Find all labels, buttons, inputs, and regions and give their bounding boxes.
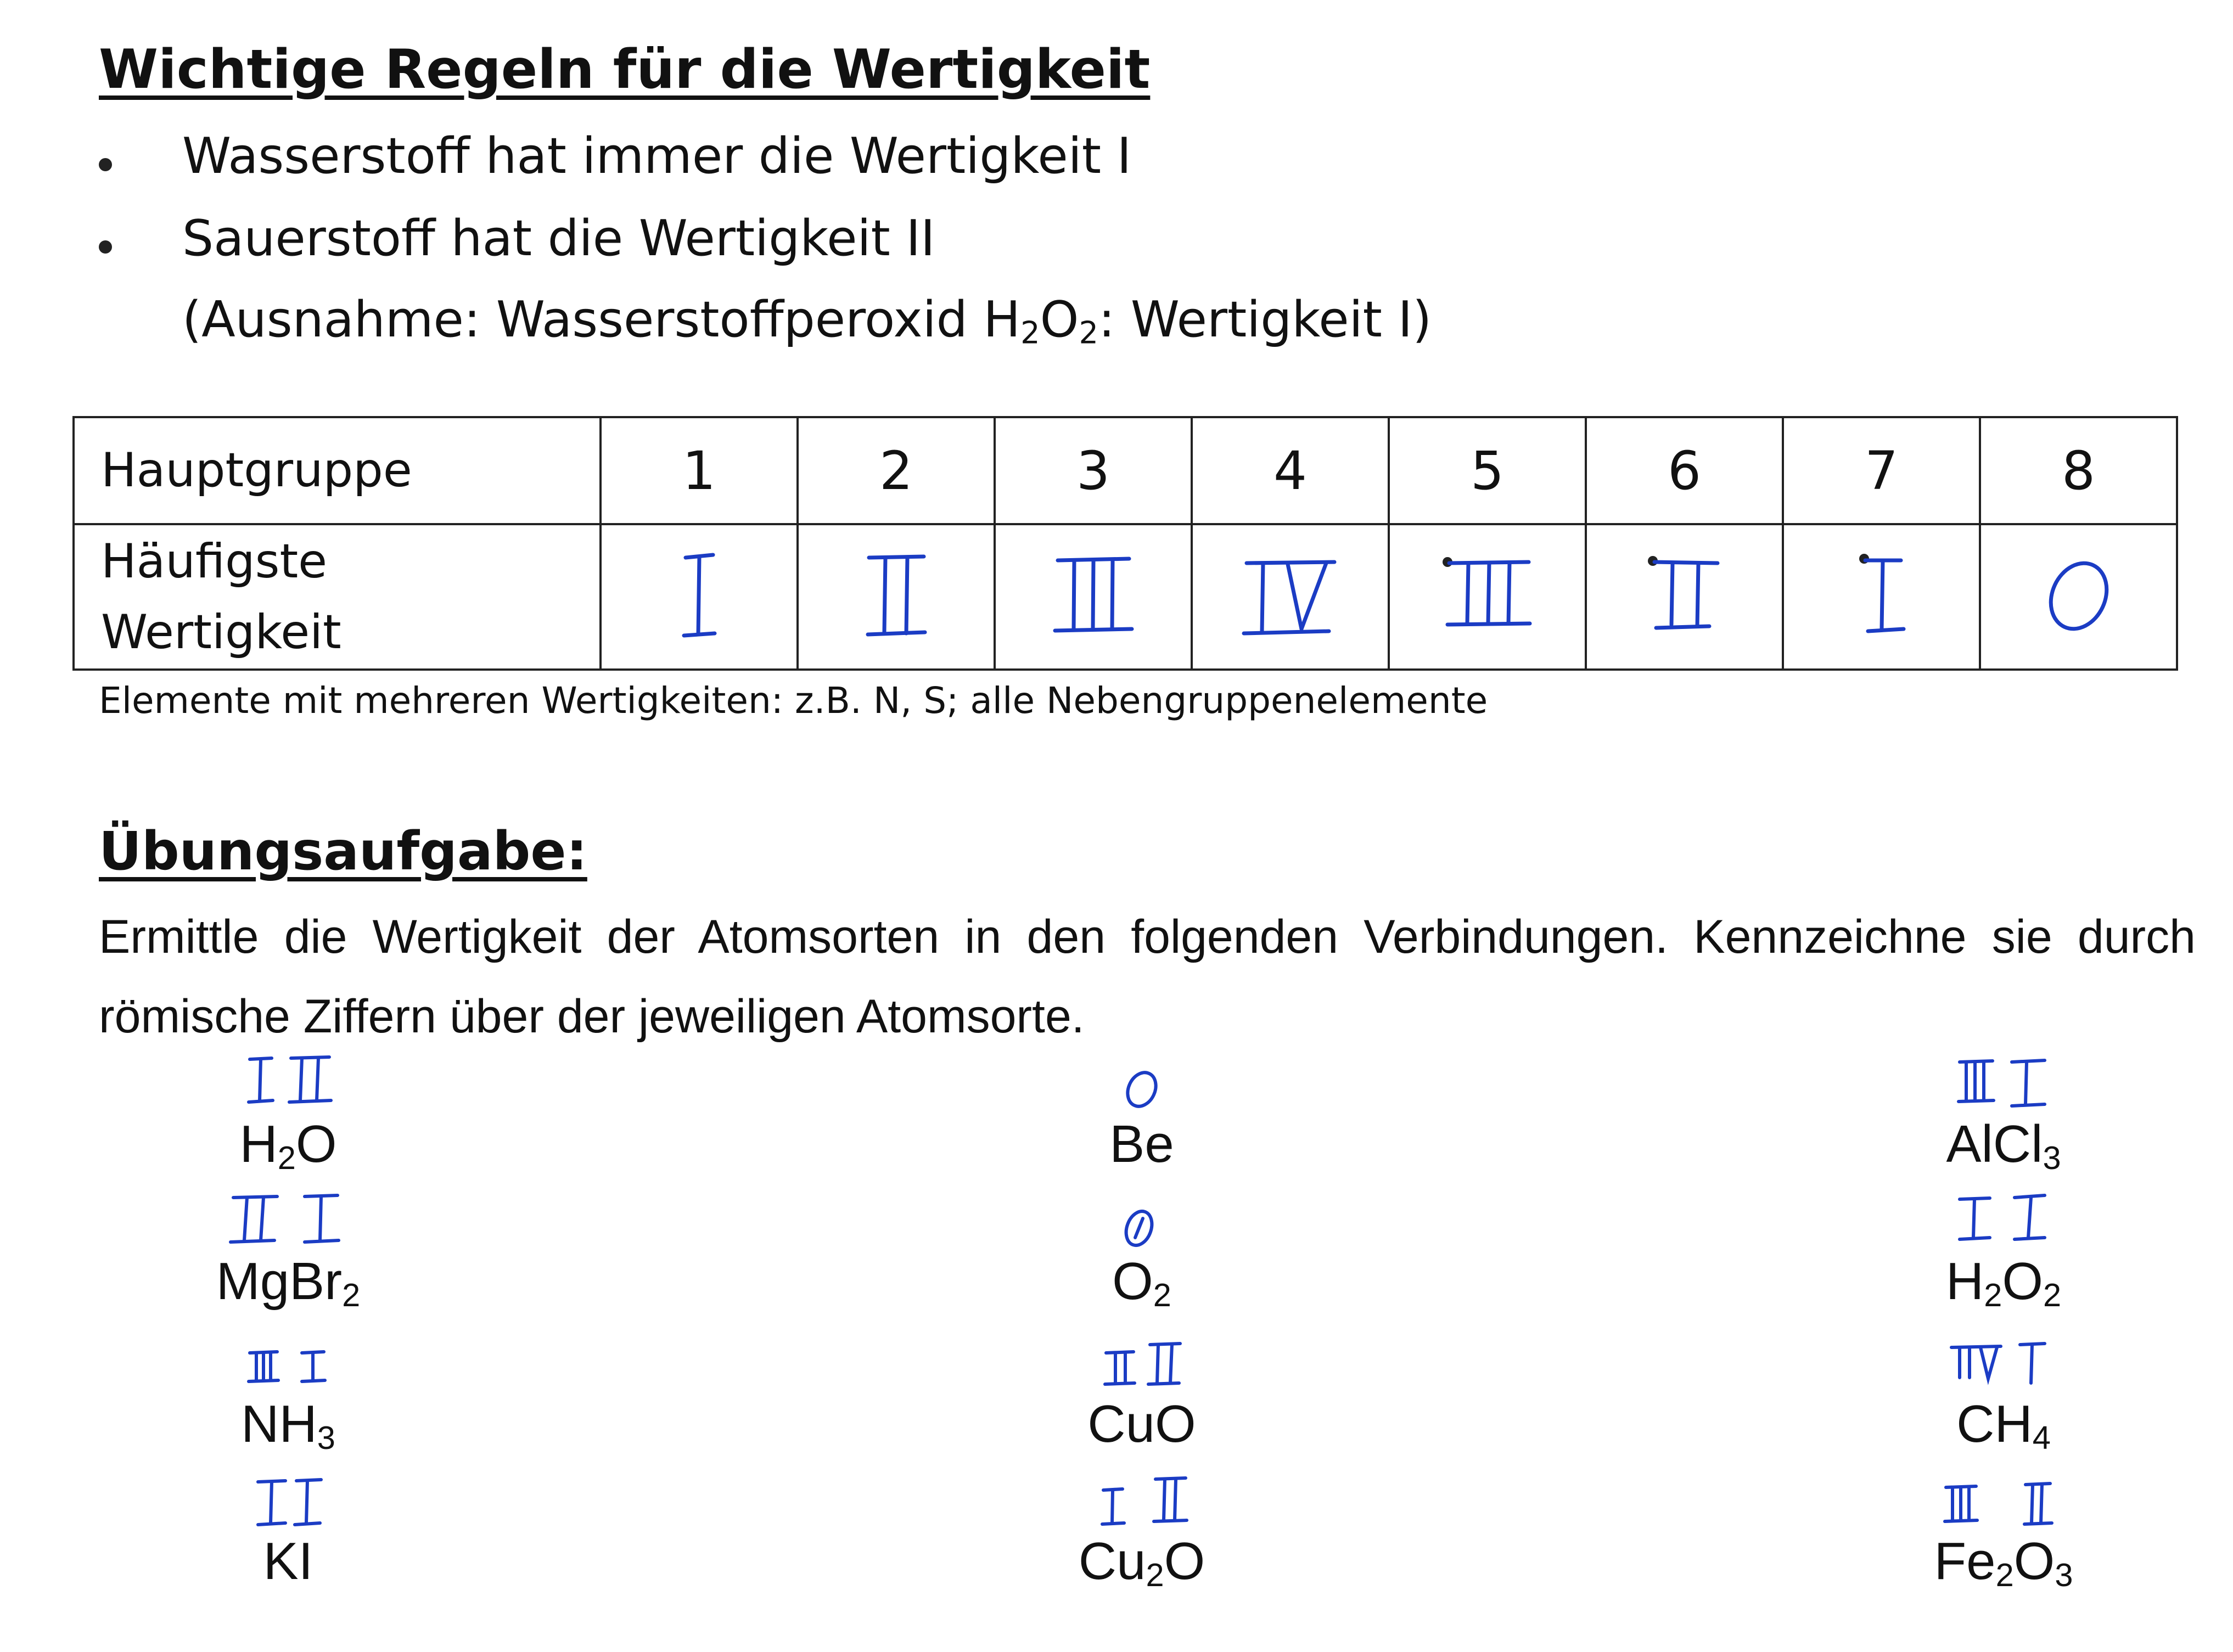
handwritten-numeral-IV	[1236, 541, 1345, 651]
exception-sub: 2	[1020, 315, 1040, 351]
table-row	[74, 524, 2177, 670]
group-number: 1	[601, 417, 798, 524]
note-multiple-valences: Elemente mit mehreren Wertigkeiten: z.B. N, S; alle Nebengruppenelemente	[99, 679, 1488, 722]
handwritten-valence-6	[1586, 524, 1783, 670]
exception-mid: O	[1040, 291, 1079, 349]
row-label-line: Häufigste	[101, 533, 328, 589]
handwritten-numeral-III	[1435, 541, 1540, 651]
compound-mgbr2	[124, 1185, 453, 1312]
formula-subscript: 2	[1146, 1557, 1164, 1594]
compound-h2o	[124, 1048, 453, 1175]
compound-ch4	[1839, 1328, 2168, 1457]
handwritten-numeral-II	[1641, 541, 1729, 651]
rule-hydrogen: Wasserstoff hat immer die Wertigkeit I	[182, 127, 1132, 185]
handwritten-annotation	[977, 1465, 1306, 1531]
rule-oxygen: Sauerstoff hat die Wertigkeit II	[182, 210, 935, 267]
handwritten-annotation	[1839, 1465, 2168, 1531]
group-number: 7	[1783, 417, 1980, 524]
formula-text: CuO	[1087, 1395, 1196, 1453]
formula-subscript: 2	[277, 1139, 296, 1177]
handwritten-annotation	[1839, 1328, 2168, 1394]
group-number: 5	[1389, 417, 1586, 524]
compound-alcl3	[1839, 1048, 2168, 1175]
handwritten-annotation	[977, 1185, 1306, 1251]
formula-subscript: 3	[2055, 1557, 2073, 1594]
handwritten-numeral-I	[1849, 541, 1915, 651]
formula-subscript: 4	[2032, 1419, 2051, 1457]
formula-text: O	[2013, 1532, 2055, 1591]
group-number: 4	[1192, 417, 1389, 524]
formula-text: Cu	[1078, 1532, 1146, 1591]
formula-subscript: 2	[1984, 1277, 2002, 1314]
page-title: Wichtige Regeln für die Wertigkeit	[99, 38, 1151, 101]
formula-subscript: 3	[317, 1419, 335, 1457]
bullet-icon	[99, 158, 112, 171]
compound-cu2o	[977, 1465, 1306, 1592]
compound-nh3	[124, 1328, 453, 1457]
handwritten-annotation	[977, 1328, 1306, 1394]
formula-subscript: 3	[2043, 1139, 2061, 1177]
valence-table	[72, 416, 2178, 671]
formula-subscript: 2	[342, 1277, 361, 1314]
handwritten-numeral-II	[852, 541, 940, 651]
handwritten-annotation	[1839, 1048, 2168, 1114]
handwritten-valence-1	[601, 524, 798, 670]
compound-be	[977, 1048, 1306, 1175]
row-label-hauptgruppe: Hauptgruppe	[74, 417, 601, 524]
exception-prefix: (Ausnahme: Wasserstoffperoxid H	[182, 291, 1021, 349]
compound-o2	[977, 1185, 1306, 1312]
handwritten-valence-4	[1192, 524, 1389, 670]
group-number: 3	[995, 417, 1192, 524]
row-label-wertigkeit	[74, 524, 601, 670]
compound-cuo	[977, 1328, 1306, 1454]
formula-text: H	[239, 1115, 278, 1173]
group-number: 8	[1980, 417, 2177, 524]
table-row	[74, 417, 2177, 524]
formula-text: Fe	[1934, 1532, 1996, 1591]
handwritten-valence-3	[995, 524, 1192, 670]
handwritten-numeral-0	[2035, 541, 2123, 651]
handwritten-annotation	[977, 1048, 1306, 1114]
formula-subscript: 2	[1995, 1557, 2014, 1594]
handwritten-annotation	[124, 1328, 453, 1394]
formula-text: MgBr	[216, 1252, 343, 1311]
handwritten-valence-8	[1980, 524, 2177, 670]
compound-fe2o3	[1839, 1465, 2168, 1592]
formula-text: O	[1164, 1532, 1205, 1591]
handwritten-valence-7	[1783, 524, 1980, 670]
exercise-title: Übungsaufgabe:	[99, 821, 587, 882]
rule-exception	[182, 291, 1432, 349]
formula-subscript: 2	[2043, 1277, 2062, 1314]
bullet-icon	[99, 240, 112, 254]
compound-ki	[124, 1465, 453, 1592]
formula-text: H	[1945, 1252, 1984, 1311]
exercise-instruction: Ermittle die Wertigkeit der Atomsorten in den folgenden Verbindungen. Kennzeichne sie durch römische Ziffern über der jeweiligen Atomsorte.	[99, 911, 2196, 1043]
row-label-line: Wertigkeit	[101, 604, 341, 660]
formula-text: CH	[1956, 1395, 2033, 1453]
handwritten-annotation	[124, 1185, 453, 1251]
handwritten-numeral-I	[666, 541, 732, 651]
formula-text: KI	[263, 1532, 313, 1591]
handwritten-annotation	[1839, 1185, 2168, 1251]
formula-text: O	[295, 1115, 337, 1173]
formula-text: Be	[1109, 1115, 1174, 1173]
formula-text: NH	[241, 1395, 317, 1453]
group-number: 2	[798, 417, 995, 524]
handwritten-annotation	[124, 1048, 453, 1114]
handwritten-numeral-III	[1044, 541, 1143, 651]
handwritten-valence-5	[1389, 524, 1586, 670]
exception-suffix: : Wertigkeit I)	[1098, 291, 1432, 349]
exception-sub: 2	[1079, 315, 1098, 351]
handwritten-annotation	[124, 1465, 453, 1531]
formula-text: O	[1112, 1252, 1153, 1311]
handwritten-valence-2	[798, 524, 995, 670]
compound-h2o2	[1839, 1185, 2168, 1312]
formula-text: AlCl	[1946, 1115, 2043, 1173]
group-number: 6	[1586, 417, 1783, 524]
formula-subscript: 2	[1153, 1277, 1171, 1314]
formula-text: O	[2002, 1252, 2043, 1311]
